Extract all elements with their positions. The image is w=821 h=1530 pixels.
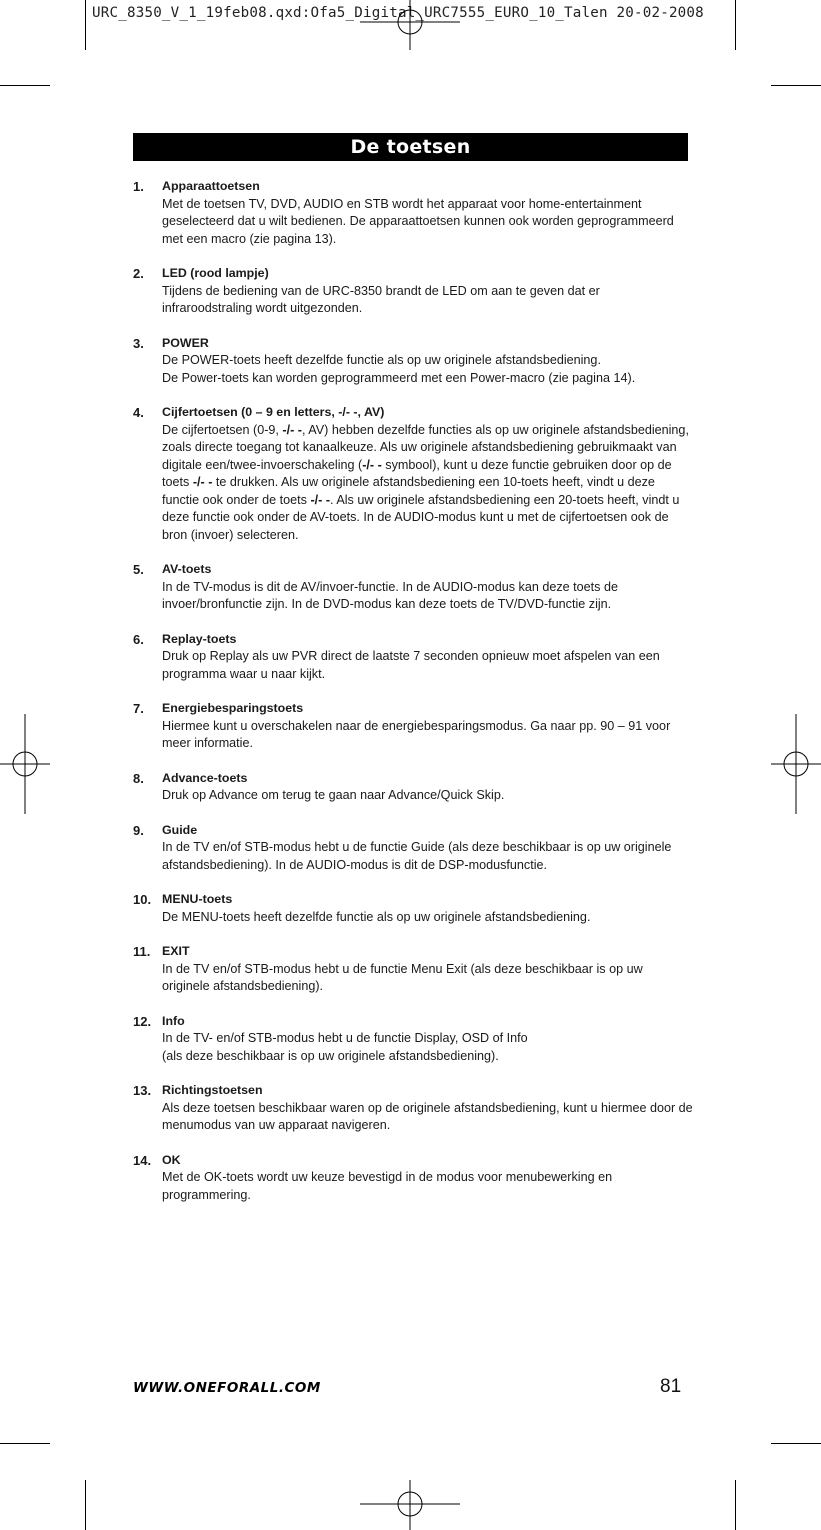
item-title: LED (rood lampje) <box>162 266 269 280</box>
item-description: In de TV en/of STB-modus hebt u de functie Guide (als deze beschikbaar is op uw originele afstandsbediening). In de AUDIO-modus is dit de DSP-modusfunctie. <box>162 840 672 872</box>
item-number: 13. <box>133 1083 152 1098</box>
list-item <box>133 404 693 544</box>
crop-mark-bottom-left-h <box>0 1443 50 1444</box>
list-item <box>133 700 693 753</box>
item-description: De POWER-toets heeft dezelfde functie als op uw originele afstandsbediening. De Power-toets kan worden geprogrammeerd met een Power-macro (zie pagina 14). <box>162 353 636 385</box>
list-item <box>133 178 693 248</box>
item-title: Guide <box>162 822 198 837</box>
crop-mark-top-right-v <box>735 0 736 50</box>
list-item <box>133 335 693 388</box>
item-title: MENU-toets <box>162 892 233 906</box>
item-description: Met de OK-toets wordt uw keuze bevestigd in de modus voor menubewerking en programmering. <box>162 1170 613 1202</box>
key-description-list <box>133 178 693 1204</box>
file-slug: URC_8350_V_1_19feb08.qxd:Ofa5_Digital_URC7555_EURO_10_Talen 20-02-2008 <box>92 5 704 21</box>
item-number: 5. <box>133 562 144 577</box>
list-item <box>133 943 693 996</box>
item-number: 1. <box>133 179 144 194</box>
registration-mark-top <box>360 0 460 50</box>
list-item <box>133 770 693 805</box>
item-description: In de TV en/of STB-modus hebt u de functie Menu Exit (als deze beschikbaar is op uw originele afstandsbediening). <box>162 961 643 993</box>
item-description: Druk op Advance om terug te gaan naar Advance/Quick Skip. <box>162 788 505 802</box>
item-description: De MENU-toets heeft dezelfde functie als op uw originele afstandsbediening. <box>162 909 591 924</box>
section-title-banner <box>133 133 688 161</box>
item-number: 4. <box>133 405 144 420</box>
item-title: EXIT <box>162 944 190 958</box>
item-title: Apparaattoetsen <box>162 179 260 193</box>
item-number: 10. <box>133 892 152 907</box>
item-description: In de TV-modus is dit de AV/invoer-functie. In de AUDIO-modus kan deze toets de invoer/bronfunctie zijn. In de DVD-modus kan deze toets de TV/DVD-functie zijn. <box>162 579 618 611</box>
crop-mark-top-right-h <box>771 85 821 86</box>
registration-mark-left <box>0 714 50 814</box>
crop-mark-bottom-right-v <box>735 1480 736 1530</box>
item-title: POWER <box>162 335 209 350</box>
registration-mark-bottom <box>360 1480 460 1530</box>
item-title: Info <box>162 1013 185 1028</box>
item-number: 7. <box>133 701 144 716</box>
page-number: 81 <box>660 1376 682 1397</box>
list-item <box>133 891 693 926</box>
item-title: Energiebesparingstoets <box>162 701 304 715</box>
item-number: 8. <box>133 770 144 786</box>
list-item <box>133 1152 693 1205</box>
website-url: WWW.ONEFORALL.COM <box>133 1380 321 1396</box>
item-number: 11. <box>133 944 151 959</box>
item-number: 6. <box>133 631 144 647</box>
item-title: Richtingstoetsen <box>162 1083 263 1097</box>
list-item <box>133 1082 693 1135</box>
list-item <box>133 1013 693 1066</box>
item-number: 2. <box>133 266 144 281</box>
crop-mark-top-left-h <box>0 85 50 86</box>
crop-mark-top-left-v <box>85 0 86 50</box>
item-description: Als deze toetsen beschikbaar waren op de originele afstandsbediening, kunt u hiermee door de menumodus van uw apparaat navigeren. <box>162 1100 693 1132</box>
crop-mark-bottom-right-h <box>771 1443 821 1444</box>
item-number: 14. <box>133 1152 152 1168</box>
list-item <box>133 265 693 318</box>
bold-key-symbol: -/- - <box>282 422 302 437</box>
item-description: In de TV- en/of STB-modus hebt u de functie Display, OSD of Info (als deze beschikbaar is op uw originele afstandsbediening). <box>162 1031 528 1063</box>
page-title: De toetsen <box>350 136 471 158</box>
item-title: Replay-toets <box>162 631 237 646</box>
item-number: 9. <box>133 822 144 838</box>
item-description: Druk op Replay als uw PVR direct de laatste 7 seconden opnieuw moet afspelen van een programma waar u naar kijkt. <box>162 649 660 681</box>
item-title: Advance-toets <box>162 770 248 785</box>
list-item <box>133 561 693 614</box>
item-title: Cijfertoetsen (0 – 9 en letters, -/- -, AV) <box>162 405 385 419</box>
item-description: Met de toetsen TV, DVD, AUDIO en STB wordt het apparaat voor home-entertainment geselecteerd dat u wilt bedienen. De apparaattoetsen kunnen ook worden geprogrammeerd met een macro (zie pagina 13). <box>162 196 674 246</box>
crop-mark-bottom-left-v <box>85 1480 86 1530</box>
registration-mark-right <box>771 714 821 814</box>
item-number: 12. <box>133 1013 152 1029</box>
item-title: OK <box>162 1152 181 1167</box>
bold-key-symbol: -/- - <box>310 492 331 507</box>
item-description: De cijfertoetsen (0-9, -/- -, AV) hebben dezelfde functies als op uw originele afstandsbediening, zoals directe toegang tot kanaalkeuze. Als uw originele afstandsbediening gebruikmaakt van digitale een/twee-invoerschakeling (-/- - symbool), kunt u deze functie gebruiken door op de toets -/- - te drukken. Als uw originele afstandsbediening een 10-toets heeft, vindt u deze functie ook onder de toets -/- -. Als uw originele afstandsbediening een 20-toets heeft, vindt u deze functie ook onder de AV-toets. In de AUDIO-modus kunt u met de cijfertoetsen ook de bron (invoer) selecteren. <box>162 422 689 542</box>
item-description: Hiermee kunt u overschakelen naar de energiebesparingsmodus. Ga naar pp. 90 – 91 voor meer informatie. <box>162 718 671 750</box>
list-item <box>133 631 693 684</box>
item-title: AV-toets <box>162 562 212 576</box>
item-description: Tijdens de bediening van de URC-8350 brandt de LED om aan te geven dat er infraroodstraling wordt uitgezonden. <box>162 283 600 315</box>
item-number: 3. <box>133 335 144 351</box>
bold-key-symbol: -/- - <box>192 475 213 489</box>
list-item <box>133 822 693 875</box>
bold-key-symbol: -/- - <box>362 457 382 472</box>
